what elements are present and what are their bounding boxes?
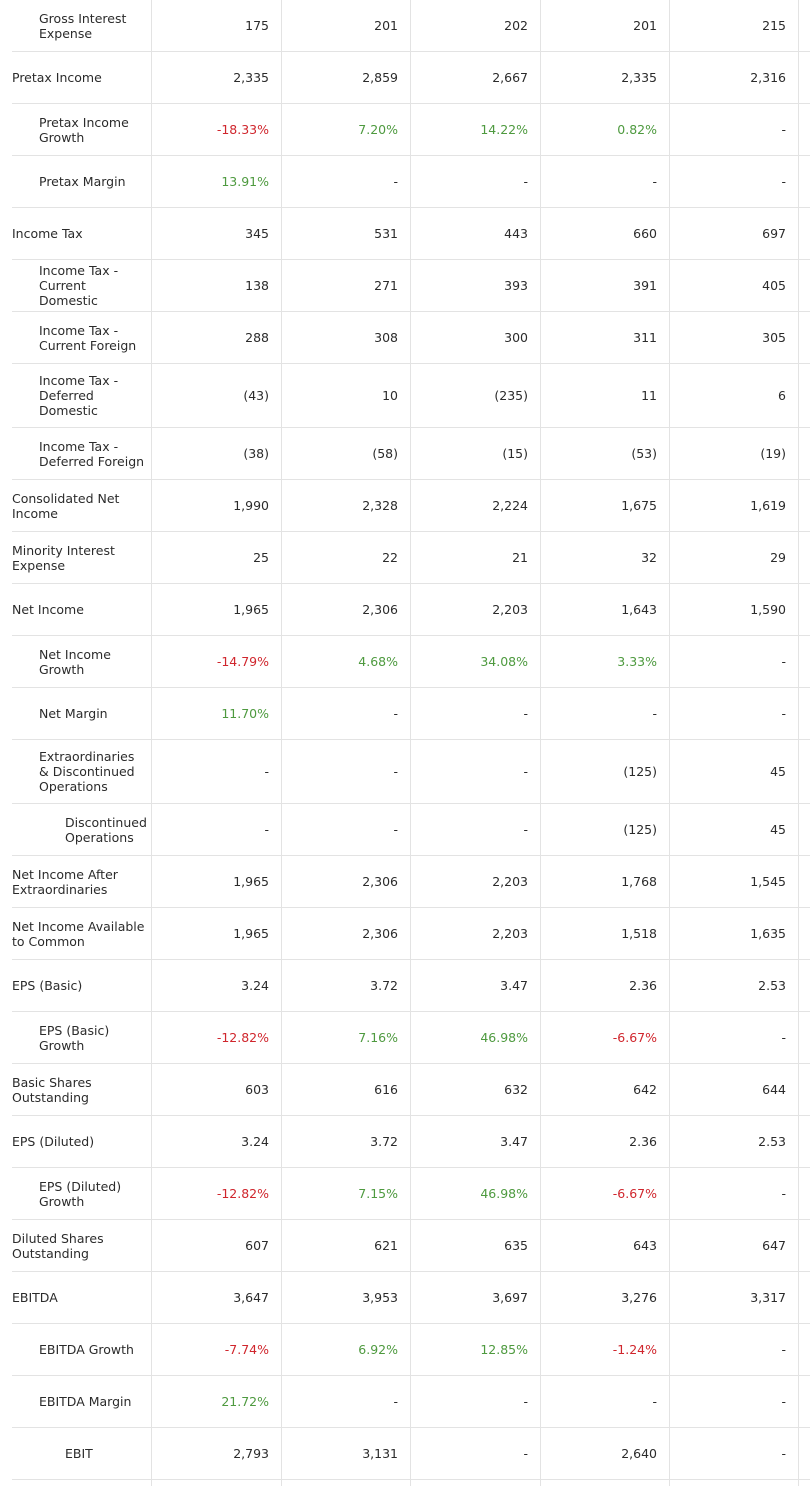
value-cell: 531: [374, 226, 398, 241]
value-cell: 1,518: [621, 926, 657, 941]
value-cell: 2,203: [492, 874, 528, 889]
value-cell: 201: [374, 18, 398, 33]
value-cell: 643: [633, 1238, 657, 1253]
value-cell: 2,335: [233, 70, 269, 85]
value-cell: 393: [504, 278, 528, 293]
value-cell: 0.82%: [617, 122, 657, 137]
value-cell: 32: [641, 550, 657, 565]
value-cell: 305: [762, 330, 786, 345]
value-cell: 175: [245, 18, 269, 33]
value-cell: -6.67%: [612, 1186, 657, 1201]
value-cell: -: [781, 1342, 786, 1357]
value-cell: 29: [770, 550, 786, 565]
value-cell: -: [652, 706, 657, 721]
value-cell: -: [652, 174, 657, 189]
table-row: [12, 960, 810, 1012]
value-cell: -: [781, 174, 786, 189]
value-cell: 46.98%: [480, 1186, 528, 1201]
value-cell: 621: [374, 1238, 398, 1253]
value-cell: 1,965: [233, 602, 269, 617]
table-row: [12, 688, 810, 740]
row-label: Income Tax - Current Domestic: [39, 263, 119, 308]
value-cell: 697: [762, 226, 786, 241]
value-cell: 3,276: [621, 1290, 657, 1305]
value-cell: 7.20%: [358, 122, 398, 137]
value-cell: -: [523, 822, 528, 837]
table-row: [12, 856, 810, 908]
value-cell: 3.47: [500, 1134, 528, 1149]
value-cell: 2,667: [492, 70, 528, 85]
table-row: [12, 1220, 810, 1272]
row-label: EBITDA Growth: [39, 1342, 134, 1357]
row-label: Net Income: [12, 602, 84, 617]
value-cell: -: [652, 1394, 657, 1409]
value-cell: (15): [502, 446, 528, 461]
value-cell: 4.68%: [358, 654, 398, 669]
value-cell: 21: [512, 550, 528, 565]
value-cell: 3.72: [370, 1134, 398, 1149]
table-row: [12, 104, 810, 156]
value-cell: 2,224: [492, 498, 528, 513]
value-cell: 2,306: [362, 926, 398, 941]
value-cell: 14.22%: [480, 122, 528, 137]
row-label: Discontinued Operations: [65, 814, 147, 845]
value-cell: 25: [253, 550, 269, 565]
value-cell: 1,635: [750, 926, 786, 941]
table-row: [12, 52, 810, 104]
table-row: [12, 480, 810, 532]
value-cell: 202: [504, 18, 528, 33]
value-cell: 10: [382, 388, 398, 403]
row-label: EBITDA: [12, 1290, 58, 1305]
row-label: Net Income After Extraordinaries: [12, 866, 118, 897]
value-cell: -: [523, 764, 528, 779]
value-cell: (38): [243, 446, 269, 461]
value-cell: 1,590: [750, 602, 786, 617]
value-cell: 2,335: [621, 70, 657, 85]
value-cell: 443: [504, 226, 528, 241]
value-cell: 2,859: [362, 70, 398, 85]
value-cell: -: [523, 1446, 528, 1461]
value-cell: (235): [494, 388, 528, 403]
table-row: [12, 428, 810, 480]
row-label: EPS (Basic) Growth: [39, 1022, 110, 1053]
value-cell: 138: [245, 278, 269, 293]
row-label: Income Tax - Deferred Domestic: [39, 373, 119, 418]
value-cell: 345: [245, 226, 269, 241]
value-cell: 2,640: [621, 1446, 657, 1461]
table-row: [12, 260, 810, 312]
value-cell: 2.53: [758, 1134, 786, 1149]
value-cell: 288: [245, 330, 269, 345]
row-label: Basic Shares Outstanding: [12, 1074, 92, 1105]
table-row: [12, 532, 810, 584]
table-row: [12, 156, 810, 208]
value-cell: 308: [374, 330, 398, 345]
value-cell: 3.72: [370, 978, 398, 993]
value-cell: 642: [633, 1082, 657, 1097]
value-cell: 45: [770, 764, 786, 779]
value-cell: -: [781, 654, 786, 669]
value-cell: -: [264, 764, 269, 779]
value-cell: 3,953: [362, 1290, 398, 1305]
value-cell: 215: [762, 18, 786, 33]
value-cell: 2,316: [750, 70, 786, 85]
value-cell: 11.70%: [221, 706, 269, 721]
value-cell: 3,131: [362, 1446, 398, 1461]
row-label: Minority Interest Expense: [12, 542, 115, 573]
value-cell: 6.92%: [358, 1342, 398, 1357]
value-cell: -: [523, 1394, 528, 1409]
table-row: [12, 208, 810, 260]
value-cell: 1,965: [233, 926, 269, 941]
value-cell: 2.53: [758, 978, 786, 993]
row-label: EBIT: [65, 1446, 93, 1461]
table-row: [12, 740, 810, 804]
row-label: EPS (Diluted) Growth: [39, 1178, 122, 1209]
value-cell: 271: [374, 278, 398, 293]
value-cell: 311: [633, 330, 657, 345]
value-cell: -12.82%: [216, 1030, 269, 1045]
value-cell: 2,203: [492, 602, 528, 617]
table-row: [12, 312, 810, 364]
value-cell: 607: [245, 1238, 269, 1253]
value-cell: 2.36: [629, 978, 657, 993]
row-label: Income Tax - Deferred Foreign: [39, 438, 145, 469]
value-cell: -: [523, 174, 528, 189]
value-cell: 405: [762, 278, 786, 293]
value-cell: 2,793: [233, 1446, 269, 1461]
value-cell: 3,697: [492, 1290, 528, 1305]
row-label: Income Tax - Current Foreign: [39, 322, 137, 353]
row-label: Pretax Income: [12, 70, 102, 85]
value-cell: (19): [760, 446, 786, 461]
value-cell: -: [393, 706, 398, 721]
value-cell: -: [393, 174, 398, 189]
value-cell: 6: [778, 388, 786, 403]
value-cell: 660: [633, 226, 657, 241]
value-cell: 3,647: [233, 1290, 269, 1305]
table-row: [12, 364, 810, 428]
value-cell: 7.16%: [358, 1030, 398, 1045]
row-label: EPS (Diluted): [12, 1134, 95, 1149]
value-cell: 644: [762, 1082, 786, 1097]
value-cell: 391: [633, 278, 657, 293]
table-row: [12, 1428, 810, 1480]
value-cell: -: [781, 122, 786, 137]
value-cell: -: [781, 1446, 786, 1461]
value-cell: 201: [633, 18, 657, 33]
value-cell: 22: [382, 550, 398, 565]
value-cell: (58): [372, 446, 398, 461]
table-row: [12, 1116, 810, 1168]
row-label: EPS (Basic): [12, 978, 83, 993]
value-cell: -: [264, 822, 269, 837]
value-cell: 3.24: [241, 1134, 269, 1149]
table-row: [12, 1272, 810, 1324]
value-cell: 603: [245, 1082, 269, 1097]
value-cell: -7.74%: [224, 1342, 269, 1357]
value-cell: 1,545: [750, 874, 786, 889]
row-label: Net Income Growth: [39, 646, 111, 677]
value-cell: -: [781, 1186, 786, 1201]
row-label: Consolidated Net Income: [12, 490, 120, 521]
value-cell: -: [393, 764, 398, 779]
value-cell: -14.79%: [216, 654, 269, 669]
value-cell: 1,619: [750, 498, 786, 513]
row-label: Gross Interest Expense: [39, 10, 127, 41]
table-row: [12, 1324, 810, 1376]
value-cell: -18.33%: [216, 122, 269, 137]
table-row: [12, 1168, 810, 1220]
value-cell: -1.24%: [612, 1342, 657, 1357]
value-cell: 45: [770, 822, 786, 837]
table-row: [12, 584, 810, 636]
value-cell: 647: [762, 1238, 786, 1253]
value-cell: (53): [631, 446, 657, 461]
value-cell: -: [781, 1030, 786, 1045]
value-cell: 1,675: [621, 498, 657, 513]
table-row: [12, 1064, 810, 1116]
row-label: Extraordinaries & Discontinued Operations: [39, 749, 135, 794]
value-cell: -: [393, 1394, 398, 1409]
row-label: Income Tax: [12, 226, 83, 241]
value-cell: 3.33%: [617, 654, 657, 669]
value-cell: -: [393, 822, 398, 837]
value-cell: -: [781, 1394, 786, 1409]
row-label: Pretax Margin: [39, 174, 126, 189]
value-cell: 7.15%: [358, 1186, 398, 1201]
row-label: Pretax Income Growth: [39, 114, 129, 145]
value-cell: -: [781, 706, 786, 721]
value-cell: 1,768: [621, 874, 657, 889]
value-cell: (125): [623, 822, 657, 837]
value-cell: 11: [641, 388, 657, 403]
value-cell: -6.67%: [612, 1030, 657, 1045]
value-cell: 1,990: [233, 498, 269, 513]
value-cell: 21.72%: [221, 1394, 269, 1409]
value-cell: 13.91%: [221, 174, 269, 189]
table-row: [12, 908, 810, 960]
value-cell: 300: [504, 330, 528, 345]
value-cell: 635: [504, 1238, 528, 1253]
table-row: [12, 1012, 810, 1064]
row-label: Diluted Shares Outstanding: [12, 1230, 104, 1261]
value-cell: 3.24: [241, 978, 269, 993]
value-cell: 2,328: [362, 498, 398, 513]
value-cell: 34.08%: [480, 654, 528, 669]
table-row: [12, 804, 810, 856]
table-row: [12, 1376, 810, 1428]
value-cell: 3.47: [500, 978, 528, 993]
row-label: Net Income Available to Common: [12, 918, 145, 949]
value-cell: -: [523, 706, 528, 721]
table-row: [12, 636, 810, 688]
value-cell: 12.85%: [480, 1342, 528, 1357]
row-label: Net Margin: [39, 706, 108, 721]
value-cell: (125): [623, 764, 657, 779]
value-cell: 1,965: [233, 874, 269, 889]
value-cell: 1,643: [621, 602, 657, 617]
value-cell: 2,306: [362, 874, 398, 889]
row-label: EBITDA Margin: [39, 1394, 132, 1409]
value-cell: 616: [374, 1082, 398, 1097]
value-cell: (43): [243, 388, 269, 403]
value-cell: 2.36: [629, 1134, 657, 1149]
table-row: [12, 0, 810, 52]
value-cell: 2,203: [492, 926, 528, 941]
value-cell: 3,317: [750, 1290, 786, 1305]
value-cell: 46.98%: [480, 1030, 528, 1045]
value-cell: 632: [504, 1082, 528, 1097]
value-cell: -12.82%: [216, 1186, 269, 1201]
value-cell: 2,306: [362, 602, 398, 617]
